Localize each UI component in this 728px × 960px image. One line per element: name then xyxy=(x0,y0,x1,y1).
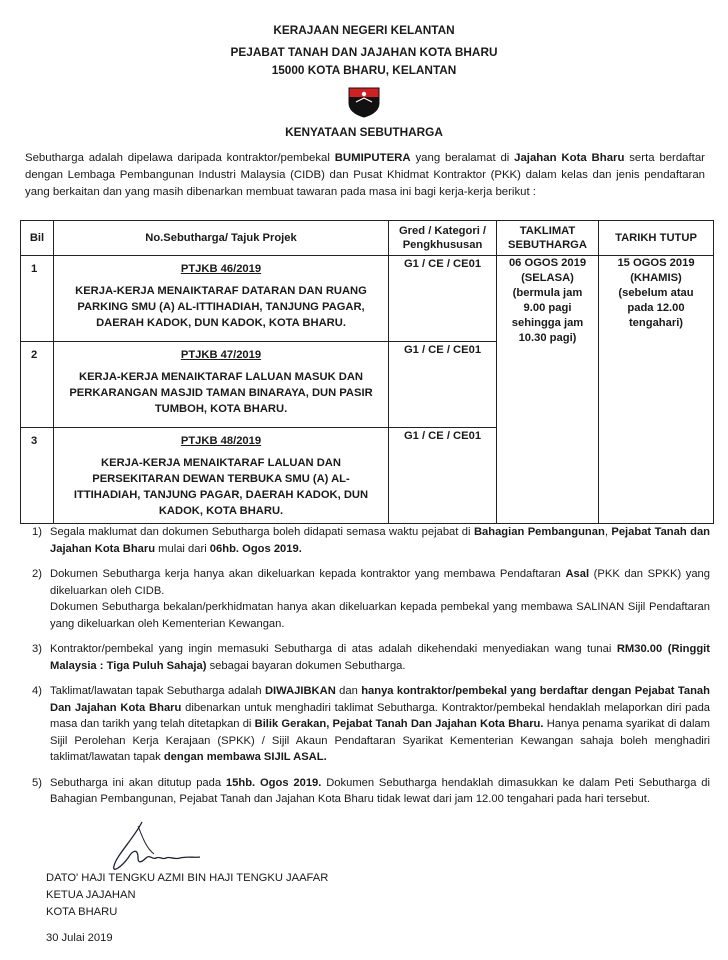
table-row xyxy=(21,256,714,342)
notice-title: KENYATAAN SEBUTHARGA xyxy=(285,125,443,139)
office-name: PEJABAT TANAH DAN JAJAHAN KOTA BHARU xyxy=(230,45,498,59)
project-cell xyxy=(54,256,389,342)
header-grade-line: Pengkhususan xyxy=(402,239,483,251)
office-address: 15000 KOTA BHARU, KELANTAN xyxy=(271,63,457,77)
briefing-line: (bermula jam xyxy=(512,287,583,299)
signer-place: KOTA BHARU xyxy=(46,906,118,918)
note-emphasis: Asal xyxy=(565,568,590,580)
note-text: Segala maklumat dan dokumen Sebutharga boleh didapati semasa waktu pejabat di xyxy=(50,526,474,538)
row-number: 1 xyxy=(21,256,54,342)
note-item xyxy=(25,524,710,557)
note-text: mulai dari xyxy=(155,542,210,555)
note-emphasis: 15hb. Ogos 2019. xyxy=(225,776,322,789)
note-text: (PKK dan SPKK) yang dikeluarkan oleh CIDB. xyxy=(50,568,710,597)
note-text: Kontraktor/pembekal yang ingin memasuki Sebutharga di atas adalah dikehendaki menyediakan wang tunai xyxy=(50,643,617,655)
header-grade-line: Gred / Kategori / xyxy=(398,225,487,237)
note-item xyxy=(25,775,710,808)
note-text: Sebutharga ini akan ditutup pada xyxy=(50,776,226,789)
note-text: dan xyxy=(335,685,362,697)
grade-cell: G1 / CE / CE01 xyxy=(389,428,497,524)
row-number: 3 xyxy=(21,428,54,524)
note-text: Hanya penama syarikat di dalam Sijil Perolehan Kerja Kerajaan (SPKK) / Sijil Akaun Pendaftaran Syarikat Kementerian Kewangan sahaja boleh menghadiri taklimat/lawatan tapak xyxy=(50,718,710,763)
note-number: 2) xyxy=(32,568,42,580)
table-header-row xyxy=(21,221,714,256)
document-date: 30 Julai 2019 xyxy=(46,932,113,944)
briefing-line: (SELASA) xyxy=(521,272,574,284)
briefing-line: 10.30 pagi) xyxy=(518,332,577,344)
note-emphasis: 06hb. Ogos 2019. xyxy=(209,542,302,555)
kelantan-crest-icon xyxy=(347,86,381,118)
header-closing: TARIKH TUTUP xyxy=(599,221,714,256)
note-item xyxy=(25,683,710,766)
note-emphasis: Bahagian Pembangunan xyxy=(473,526,605,538)
note-text: Dokumen Sebutharga hendaklah dimasukkan ke dalam Peti Sebutharga di Bahagian Pembangunan, Pejabat Tanah dan Jajahan Kota Bharu tidak lewat dari jam 12.00 tengahari pada hari tersebut. xyxy=(50,776,711,805)
briefing-line: 9.00 pagi xyxy=(523,302,572,314)
note-item xyxy=(25,641,710,674)
project-title: KERJA-KERJA MENAIKTARAF DATARAN DAN RUANG PARKING SMU (A) AL-ITTIHADIAH, TANJUNG PAGAR, DAERAH KADOK, DUN KADOK, KOTA BHARU. xyxy=(75,285,367,329)
note-text: dibenarkan untuk menghadiri taklimat Sebutharga. Kontraktor/pembekal hendaklah melaporkan diri pada masa dan tarikh yang telah ditetapkan di xyxy=(50,701,711,730)
signer-position: KETUA JAJAHAN xyxy=(46,889,136,901)
signature-block xyxy=(46,870,328,921)
note-number: 5) xyxy=(32,776,42,789)
closing-line: (sebelum atau xyxy=(618,287,694,299)
quotation-number: PTJKB 47/2019 xyxy=(180,349,262,361)
note-text: Taklimat/lawatan tapak Sebutharga adalah xyxy=(50,685,265,697)
project-cell xyxy=(54,342,389,428)
closing-line: 15 OGOS 2019 xyxy=(617,257,695,269)
intro-emphasis: BUMIPUTERA xyxy=(334,152,411,164)
note-paragraph: Dokumen Sebutharga bekalan/perkhidmatan hanya akan dikeluarkan kepada pembekal yang membawa SALINAN Sijil Pendaftaran yang dikeluarkan oleh Kementerian Kewangan. xyxy=(50,601,710,630)
note-number: 1) xyxy=(32,526,42,538)
briefing-cell xyxy=(497,256,599,524)
notes-list xyxy=(25,524,710,817)
header-project: No.Sebutharga/ Tajuk Projek xyxy=(54,221,389,256)
quotation-number: PTJKB 48/2019 xyxy=(180,435,262,447)
project-cell xyxy=(54,428,389,524)
note-paragraph xyxy=(50,566,710,599)
header-grade xyxy=(389,221,497,256)
note-number: 4) xyxy=(32,685,42,697)
note-emphasis: RM30.00 (Ringgit Malaysia : Tiga Puluh Sahaja) xyxy=(50,643,710,672)
note-emphasis: DIWAJIBKAN xyxy=(264,685,336,697)
closing-line: tengahari) xyxy=(628,317,684,329)
closing-cell xyxy=(599,256,714,524)
note-number: 3) xyxy=(32,643,42,655)
intro-text: yang beralamat di xyxy=(410,152,515,164)
header-briefing-line: TAKLIMAT xyxy=(519,225,576,237)
signature-mark xyxy=(42,818,202,874)
closing-line: pada 12.00 xyxy=(627,302,685,314)
note-text: , xyxy=(604,526,612,538)
tender-table xyxy=(20,220,714,524)
header-briefing xyxy=(497,221,599,256)
row-number: 2 xyxy=(21,342,54,428)
government-name: KERAJAAN NEGERI KELANTAN xyxy=(273,23,455,37)
intro-text: Sebutharga adalah dipelawa daripada kontraktor/pembekal xyxy=(25,152,335,164)
header-bil: Bil xyxy=(21,221,54,256)
intro-emphasis: Jajahan Kota Bharu xyxy=(514,152,625,164)
briefing-line: 06 OGOS 2019 xyxy=(508,257,587,269)
note-emphasis: dengan membawa SIJIL ASAL. xyxy=(163,751,327,763)
grade-cell: G1 / CE / CE01 xyxy=(389,342,497,428)
intro-text: serta berdaftar dengan Lembaga Pembangunan Industri Malaysia (CIDB) dan Pusat Khidmat Kontraktor (PKK) dalam kelas dan jenis pendaftaran yang berkaitan dan yang masih dibenarkan membuat tawaran pada masa ini bagi kerja-kerja berikut : xyxy=(25,152,705,198)
project-title: KERJA-KERJA MENAIKTARAF LALUAN DAN PERSEKITARAN DEWAN TERBUKA SMU (A) AL-ITTIHADIAH, TANJUNG PAGAR, DAERAH KADOK, DUN KADOK, KOTA BHARU. xyxy=(73,457,369,517)
note-text: sebagai bayaran dokumen Sebutharga. xyxy=(206,659,406,672)
note-emphasis: hanya kontraktor/pembekal yang berdaftar dengan Pejabat Tanah Dan Jajahan Kota Bharu xyxy=(50,685,710,714)
intro-paragraph xyxy=(25,150,705,201)
briefing-line: sehingga jam xyxy=(511,317,584,329)
header-briefing-line: SEBUTHARGA xyxy=(508,239,587,251)
closing-line: (KHAMIS) xyxy=(630,272,682,284)
project-title: KERJA-KERJA MENAIKTARAF LALUAN MASUK DAN PERKARANGAN MASJID TAMAN BINARAYA, DUN PASIR TUMBOH, KOTA BHARU. xyxy=(69,371,373,415)
signer-name: DATO' HAJI TENGKU AZMI BIN HAJI TENGKU JAAFAR xyxy=(46,872,329,884)
quotation-number: PTJKB 46/2019 xyxy=(180,263,262,275)
note-item xyxy=(25,566,710,632)
note-emphasis: Pejabat Tanah dan Jajahan Kota Bharu xyxy=(50,526,711,555)
note-emphasis: Bilik Gerakan, Pejabat Tanah Dan Jajahan Kota Bharu. xyxy=(254,718,544,730)
grade-cell: G1 / CE / CE01 xyxy=(389,256,497,342)
note-text: Dokumen Sebutharga kerja hanya akan dikeluarkan kepada kontraktor yang membawa Pendaftaran xyxy=(50,568,566,580)
